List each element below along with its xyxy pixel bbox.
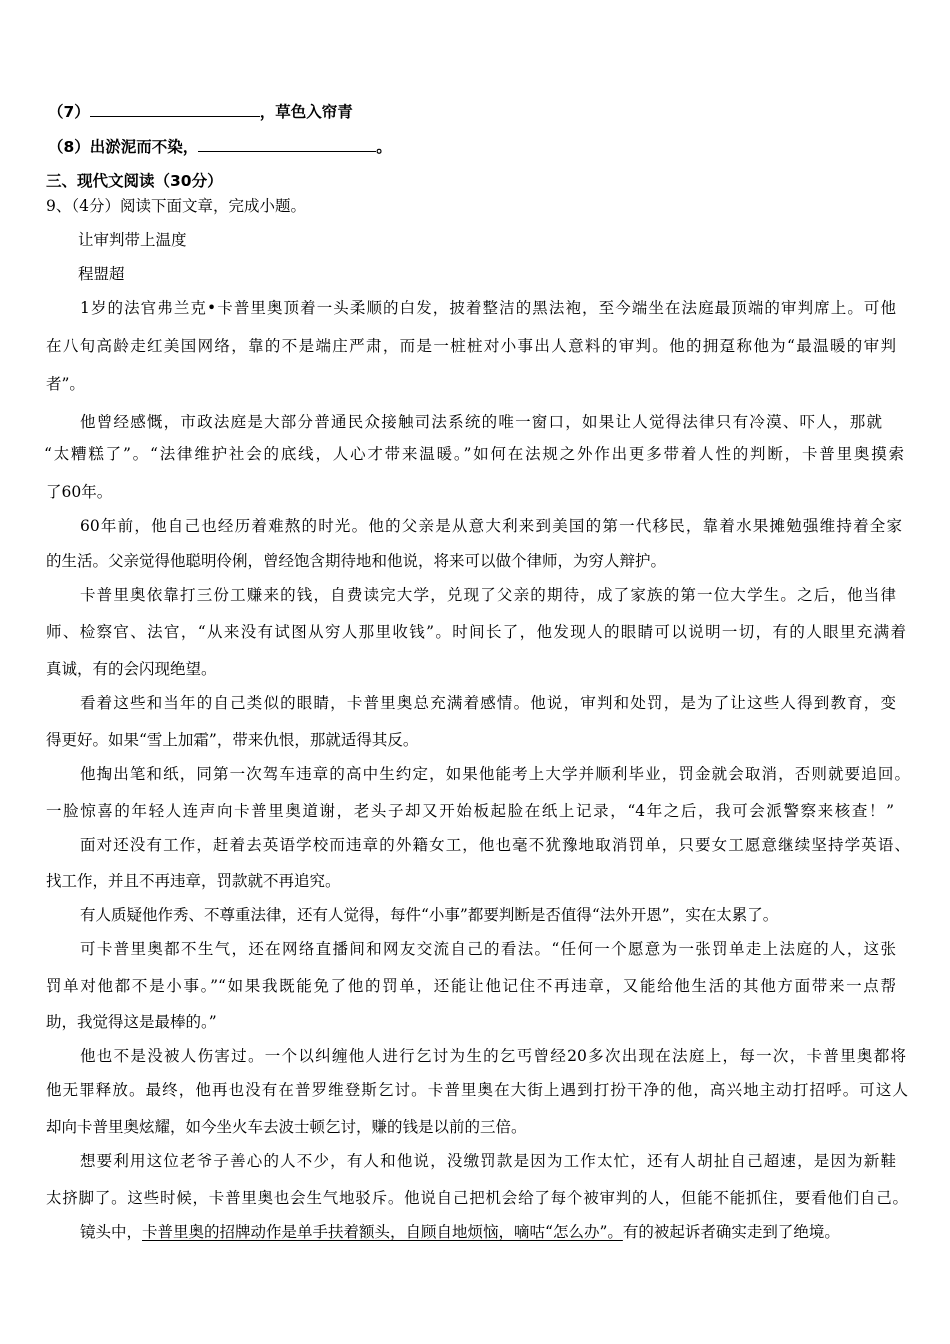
article-title: 让审判带上温度 bbox=[78, 231, 187, 249]
article-author: 程盟超 bbox=[78, 265, 125, 283]
underlined-sentence: 卡普里奥的招牌动作是单手扶着额头，自顾自地烦恼，嘀咕“怎么办”。 bbox=[142, 1223, 623, 1241]
article-line: 他无罪释放。最终，他再也没有在普罗维登斯乞讨。卡普里奥在大街上遇到打扮干净的他，高兴地主动打招呼。可这人 bbox=[46, 1081, 908, 1099]
article-line: 得更好。如果“雪上加霜”，带来仇恨，那就适得其反。 bbox=[46, 731, 419, 749]
article-line: 真诚，有的会闪现绝望。 bbox=[46, 660, 217, 678]
article-line: 60年前，他自己也经历着难熬的时光。他的父亲是从意大利来到美国的第一代移民，靠着水果摊勉强维持着全家 bbox=[80, 517, 902, 535]
article-line: 却向卡普里奥炫耀，如今坐火车去波士顿乞讨，赚的钱是以前的三倍。 bbox=[46, 1118, 527, 1136]
article-line: 的生活。父亲觉得他聪明伶俐，曾经饱含期待地和他说，将来可以做个律师，为穷人辩护。 bbox=[46, 552, 667, 570]
article-line: 者”。 bbox=[46, 375, 85, 393]
answer-blank[interactable] bbox=[90, 102, 260, 117]
article-line: 一脸惊喜的年轻人连声向卡普里奥道谢，老头子却又开始板起脸在纸上记录，“4年之后，我可会派警察来核查！” bbox=[46, 802, 894, 820]
article-line: 可卡普里奥都不生气，还在网络直播间和网友交流自己的看法。“任何一个愿意为一张罚单走上法庭的人，这张 bbox=[80, 940, 896, 958]
text-segment: 镜头中， bbox=[80, 1223, 143, 1241]
text-segment: 有的被起诉者确实走到了绝境。 bbox=[622, 1223, 840, 1241]
article-line: 想要利用这位老爷子善心的人不少，有人和他说，没缴罚款是因为工作太忙，还有人胡扯自己超速，是因为新鞋 bbox=[80, 1152, 896, 1170]
item-text: （8）出淤泥而不染， bbox=[48, 138, 199, 156]
article-line: 了60年。 bbox=[46, 483, 113, 501]
article-line: 他也不是没被人伤害过。一个以纠缠他人进行乞讨为生的乞丐曾经20多次出现在法庭上，每一次，卡普里奥都将 bbox=[80, 1047, 906, 1065]
article-line: 他掏出笔和纸，同第一次驾车违章的高中生约定，如果他能考上大学并顺利毕业，罚金就会取消，否则就要追回。 bbox=[80, 765, 910, 783]
article-line: 师、检察官、法官，“从来没有试图从穷人那里收钱”。时间长了，他发现人的眼睛可以说明一切，有的人眼里充满着 bbox=[46, 623, 906, 641]
article-line: 1岁的法官弗兰克•卡普里奥顶着一头柔顺的白发，披着整洁的黑法袍，至今端坐在法庭最顶端的审判席上。可他 bbox=[80, 299, 896, 317]
article-line: 他曾经感慨，市政法庭是大部分普通民众接触司法系统的唯一窗口，如果让人觉得法律只有冷漠、吓人，那就 bbox=[80, 413, 882, 431]
question-intro: 9、（4分）阅读下面文章，完成小题。 bbox=[46, 197, 306, 215]
item-text: 。 bbox=[376, 138, 392, 156]
item-text: ，草色入帘青 bbox=[259, 103, 353, 121]
answer-blank[interactable] bbox=[198, 137, 376, 152]
article-line: 助，我觉得这是最棒的。” bbox=[46, 1013, 217, 1031]
article-last-line bbox=[80, 1222, 840, 1242]
article-line: 在八旬高龄走红美国网络，靠的不是端庄严肃，而是一桩桩对小事出人意料的审判。他的拥趸称他为“最温暖的审判 bbox=[46, 337, 896, 355]
article-line: 罚单对他都不是小事。”“如果我既能免了他的罚单，还能让他记住不再违章，又能给他生活的其他方面带来一点帮 bbox=[46, 977, 896, 995]
fill-blank-item-8 bbox=[48, 137, 392, 157]
article-line: 卡普里奥依靠打三份工赚来的钱，自费读完大学，兑现了父亲的期待，成了家族的第一位大学生。之后，他当律 bbox=[80, 586, 896, 604]
item-number: （7） bbox=[48, 103, 90, 121]
fill-blank-item-7 bbox=[48, 102, 353, 122]
article-line: 面对还没有工作，赶着去英语学校而违章的外籍女工，他也毫不犹豫地取消罚单，只要女工愿意继续坚持学英语、 bbox=[80, 836, 910, 854]
article-line: 找工作，并且不再违章，罚款就不再追究。 bbox=[46, 872, 341, 890]
article-line: “太糟糕了”。“法律维护社会的底线，人心才带来温暖。”如何在法规之外作出更多带着人性的判断，卡普里奥摸索 bbox=[44, 445, 904, 463]
article-line: 有人质疑他作秀、不尊重法律，还有人觉得，每件“小事”都要判断是否值得“法外开恩”，实在太累了。 bbox=[80, 906, 779, 924]
article-line: 看着这些和当年的自己类似的眼睛，卡普里奥总充满着感情。他说，审判和处罚，是为了让这些人得到教育，变 bbox=[80, 694, 896, 712]
article-line: 太挤脚了。这些时候，卡普里奥也会生气地驳斥。他说自己把机会给了每个被审判的人，但能不能抓住，要看他们自己。 bbox=[46, 1189, 908, 1207]
section-heading: 三、现代文阅读（30分） bbox=[46, 172, 223, 190]
